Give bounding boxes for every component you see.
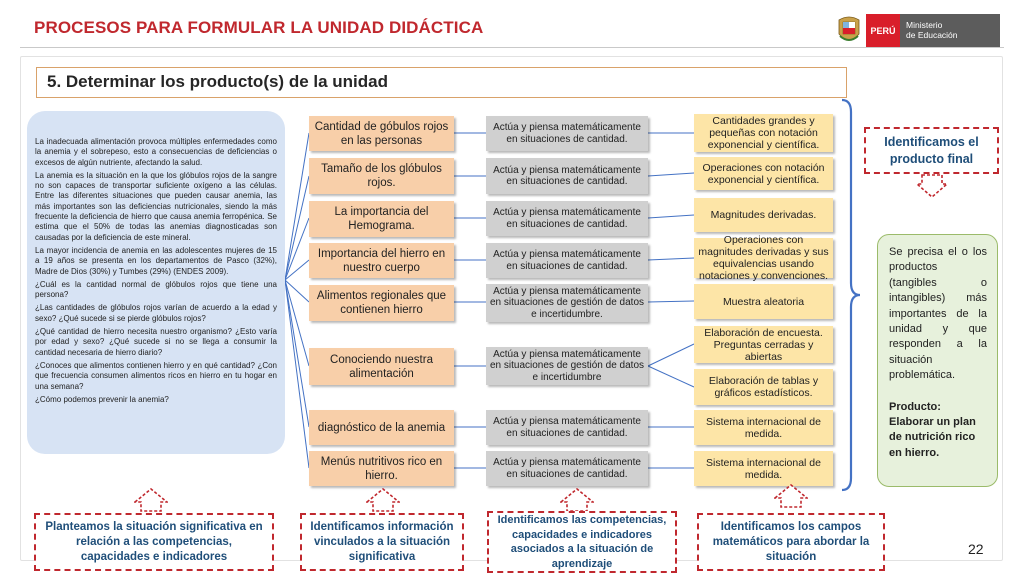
arrow-up-icon bbox=[366, 488, 400, 512]
math-field-box: Elaboración de encuesta. Preguntas cerradas y abiertas bbox=[694, 326, 833, 363]
math-field-box: Cantidades grandes y pequeñas con notación exponencial y científica. bbox=[694, 114, 833, 152]
competencies-callout: Identificamos las competencias, capacidades e indicadores asociados a la situación de aprendizaje bbox=[487, 511, 677, 573]
information-box: Conociendo nuestra alimentación bbox=[309, 348, 454, 385]
competency-box: Actúa y piensa matemáticamente en situaciones de cantidad. bbox=[486, 201, 648, 236]
situation-callout: Planteamos la situación significativa en relación a las competencias, capacidades e indicadores bbox=[34, 513, 274, 571]
competency-box: Actúa y piensa matemáticamente en situaciones de gestión de datos e incertidumbre bbox=[486, 347, 648, 385]
final-product-callout: Identificamos el producto final bbox=[864, 127, 999, 174]
math-field-box: Muestra aleatoria bbox=[694, 284, 833, 319]
information-callout: Identificamos información vinculados a la situación significativa bbox=[300, 513, 464, 571]
situation-question: ¿Cuál es la cantidad normal de glóbulos rojos que tiene una persona? bbox=[35, 279, 277, 300]
page-number: 22 bbox=[968, 541, 984, 557]
situation-question: ¿Cómo podemos prevenir la anemia? bbox=[35, 394, 169, 404]
math-field-box: Elaboración de tablas y gráficos estadísticos. bbox=[694, 369, 833, 405]
final-product-panel bbox=[877, 234, 998, 487]
information-box: Tamaño de los glóbulos rojos. bbox=[309, 158, 454, 194]
math-field-box: Operaciones con notación exponencial y científica. bbox=[694, 157, 833, 190]
math-fields-callout: Identificamos los campos matemáticos para abordar la situación bbox=[697, 513, 885, 571]
arrow-up-icon bbox=[134, 488, 168, 512]
page-title: PROCESOS PARA FORMULAR LA UNIDAD DIDÁCTICA bbox=[34, 18, 484, 37]
math-field-box: Sistema internacional de medida. bbox=[694, 451, 833, 486]
information-box: La importancia del Hemograma. bbox=[309, 201, 454, 237]
arrow-down-icon bbox=[916, 174, 948, 198]
math-field-box: Magnitudes derivadas. bbox=[694, 198, 833, 232]
information-box: Importancia del hierro en nuestro cuerpo bbox=[309, 243, 454, 278]
competency-box: Actúa y piensa matemáticamente en situaciones de cantidad. bbox=[486, 116, 648, 151]
situation-question: ¿Conoces que alimentos contienen hierro y en qué cantidad? ¿Con que frecuencia consumen alimentos ricos en hierro en tu hogar en una semana? bbox=[35, 360, 277, 391]
competency-box: Actúa y piensa matemáticamente en situaciones de cantidad. bbox=[486, 410, 648, 445]
final-product-label: Producto: bbox=[889, 400, 941, 413]
competency-box: Actúa y piensa matemáticamente en situaciones de cantidad. bbox=[486, 243, 648, 278]
information-box: Menús nutritivos rico en hierro. bbox=[309, 451, 454, 486]
final-product-description: Se precisa el o los productos (tangibles o intangibles) más importantes de la unidad y que responden a la situación problemática. bbox=[889, 246, 987, 382]
information-box: Alimentos regionales que contienen hierro bbox=[309, 285, 454, 321]
ministry-line-1: Ministerio bbox=[906, 20, 943, 30]
situation-paragraph: La anemia es la situación en la que los glóbulos rojos de la sangre no son capaces de transportar suficiente oxígeno a las células. Entre las diferentes situaciones que pueden causar anemia, las más importantes son las deficiencias nutricionales, siendo la más frecuente la deficiencia de hierro que causa anemia ferropénica. Se estima que el 50% de todas las anemias diagnosticadas son causadas por la deficiencia de este mineral. bbox=[35, 170, 277, 242]
arrow-up-icon bbox=[774, 484, 808, 508]
competency-box: Actúa y piensa matemáticamente en situaciones de cantidad. bbox=[486, 451, 648, 486]
ministry-line-2: de Educación bbox=[906, 30, 958, 40]
math-field-box: Sistema internacional de medida. bbox=[694, 410, 833, 445]
final-product-text: Elaborar un plan de nutrición rico en hierro. bbox=[889, 416, 976, 459]
arrow-up-icon bbox=[560, 488, 594, 512]
information-box: diagnóstico de la anemia bbox=[309, 410, 454, 445]
competency-box: Actúa y piensa matemáticamente en situaciones de cantidad. bbox=[486, 158, 648, 194]
math-field-box: Operaciones con magnitudes derivadas y sus equivalencias usando notaciones y convenciones. bbox=[694, 238, 833, 278]
competency-box: Actúa y piensa matemáticamente en situaciones de gestión de datos e incertidumbre. bbox=[486, 284, 648, 322]
peru-logo: PERÚ bbox=[866, 14, 900, 47]
situation-paragraph: La mayor incidencia de anemia en las adolescentes mujeres de 15 a 19 años se presenta en los departamentos de Pasco (32%), Madre de Dios (30%) y Tumbes (29%) (ENDES 2009). bbox=[35, 245, 277, 276]
curly-brace-icon bbox=[840, 98, 862, 492]
situation-text-panel bbox=[27, 111, 285, 454]
situation-paragraph: La inadecuada alimentación provoca múltiples enfermedades como la anemia y el sobrepeso, esto a consecuencias de deficiencias o excesos de algún nutriente, afectando la salud. bbox=[35, 137, 277, 167]
information-box: Cantidad de góbulos rojos en las personas bbox=[309, 116, 454, 151]
situation-question: ¿Qué cantidad de hierro necesita nuestro organismo? ¿Esto varía por edad y sexo? ¿Qué sucede si no se llega a consumir la cantidad necesaria de hierro diario? bbox=[35, 327, 277, 357]
step-title: 5. Determinar los producto(s) de la unidad bbox=[36, 67, 847, 98]
situation-question: ¿Las cantidades de glóbulos rojos varían de acuerdo a la edad y sexo? ¿Qué sucede si se pierde glóbulos rojos? bbox=[35, 303, 277, 323]
